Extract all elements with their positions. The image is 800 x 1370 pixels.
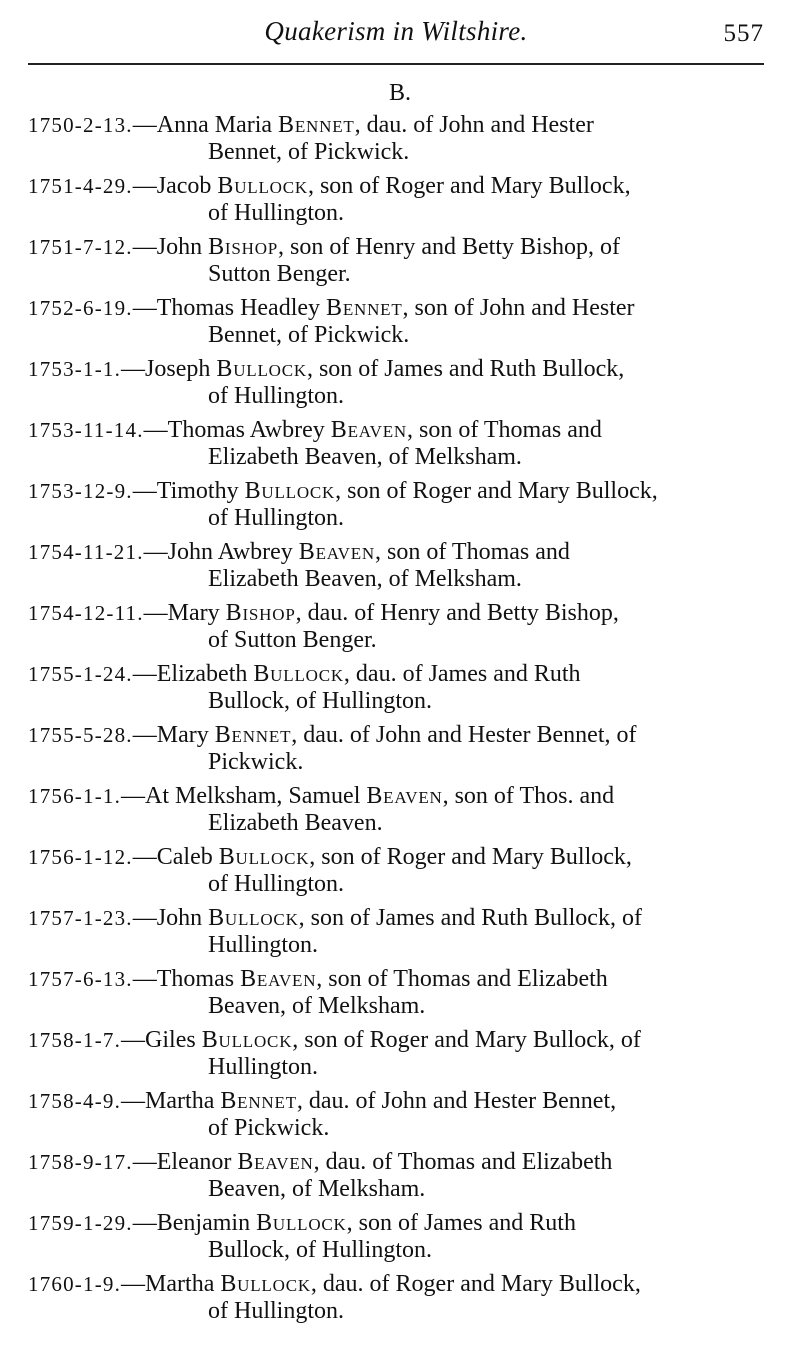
register-entry [28, 661, 764, 722]
entry-parentage: , son of James and Ruth Bullock, [306, 356, 625, 382]
entry-date: 1753-1-1. [28, 357, 122, 381]
entry-continuation: Elizabeth Beaven. [208, 810, 383, 836]
entry-continuation: Hullington. [208, 932, 319, 958]
entry-parentage: , son of Thomas and [375, 539, 570, 565]
entry-given-name: Jacob [156, 173, 218, 199]
register-entry [28, 600, 764, 661]
entry-date: 1752-6-19. [28, 296, 133, 320]
running-title: Quakerism in Wiltshire. [264, 16, 528, 46]
entry-first-line [28, 844, 764, 871]
entry-parentage: , son of Henry and Betty Bishop, of [278, 234, 620, 260]
entry-dash: — [121, 1271, 146, 1297]
entry-given-name: Timothy [156, 478, 245, 504]
entry-first-line [28, 417, 764, 444]
register-entry [28, 1149, 764, 1210]
entry-first-line [28, 966, 764, 993]
entry-date: 1754-11-21. [28, 540, 144, 564]
entry-continuation: of Hullington. [208, 505, 344, 531]
page-number: 557 [723, 20, 764, 47]
entry-parentage: , dau. of John and Hester [354, 112, 594, 138]
entry-given-name: Eleanor [156, 1149, 238, 1175]
header-rule [28, 63, 764, 65]
entry-continuation: Beaven, of Melksham. [208, 993, 426, 1019]
entry-dash: — [143, 539, 168, 565]
entry-continuation: Pickwick. [208, 749, 304, 775]
entry-parentage: , son of John and Hester [402, 295, 635, 321]
register-entry [28, 356, 764, 417]
register-entry [28, 295, 764, 356]
register-entry [28, 1088, 764, 1149]
entry-given-name: Thomas Headley [156, 295, 327, 321]
entry-continuation: Elizabeth Beaven, of Melksham. [208, 566, 522, 592]
entry-parentage: , dau. of John and Hester Bennet, [296, 1088, 617, 1114]
entry-list [28, 112, 764, 1332]
entry-first-line [28, 1271, 764, 1298]
entry-surname: Bishop [225, 600, 296, 626]
entry-date: 1756-1-12. [28, 845, 133, 869]
entry-surname: Bullock [216, 356, 307, 382]
entry-given-name: Anna Maria [156, 112, 279, 138]
entry-given-name: Benjamin [156, 1210, 257, 1236]
entry-given-name: Elizabeth [156, 661, 254, 687]
entry-surname: Beaven [366, 783, 443, 809]
entry-first-line [28, 905, 764, 932]
entry-surname: Bullock [253, 661, 344, 687]
register-entry [28, 478, 764, 539]
entry-continuation: of Hullington. [208, 383, 344, 409]
entry-given-name: Caleb [156, 844, 219, 870]
entry-dash: — [132, 1210, 157, 1236]
entry-date: 1751-4-29. [28, 174, 133, 198]
entry-given-name: John Awbrey [167, 539, 299, 565]
entry-first-line [28, 112, 764, 139]
entry-given-name: Thomas [156, 966, 241, 992]
entry-surname: Beaven [298, 539, 376, 565]
register-entry [28, 844, 764, 905]
register-entry [28, 1271, 764, 1332]
entry-first-line [28, 539, 764, 566]
entry-date: 1758-9-17. [28, 1150, 133, 1174]
entry-first-line [28, 783, 764, 810]
register-entry [28, 905, 764, 966]
entry-dash: — [121, 1088, 146, 1114]
entry-parentage: , dau. of Roger and Mary Bullock, [310, 1271, 641, 1297]
entry-continuation: Bullock, of Hullington. [208, 688, 432, 714]
entry-surname: Bullock [201, 1027, 293, 1053]
register-entry [28, 173, 764, 234]
entry-surname: Bullock [256, 1210, 347, 1236]
entry-given-name: Martha [145, 1088, 221, 1114]
entry-parentage: , son of Roger and Mary Bullock, [307, 173, 631, 199]
entry-surname: Beaven [237, 1149, 314, 1175]
entry-surname: Bennet [220, 1088, 297, 1114]
entry-date: 1760-1-9. [28, 1272, 122, 1296]
entry-dash: — [143, 600, 168, 626]
entry-surname: Bullock [220, 1271, 311, 1297]
entry-continuation: Sutton Benger. [208, 261, 351, 287]
entry-continuation: of Sutton Benger. [208, 627, 377, 653]
running-head [28, 14, 764, 58]
entry-date: 1758-1-7. [28, 1028, 122, 1052]
entry-continuation: of Pickwick. [208, 1115, 330, 1141]
entry-first-line [28, 1149, 764, 1176]
entry-dash: — [132, 295, 157, 321]
entry-first-line [28, 478, 764, 505]
entry-given-name: Joseph [145, 356, 217, 382]
entry-parentage: , dau. of James and Ruth [343, 661, 581, 687]
register-entry [28, 1027, 764, 1088]
entry-first-line [28, 234, 764, 261]
entry-surname: Beaven [330, 417, 407, 443]
entry-continuation: of Hullington. [208, 871, 344, 897]
register-entry [28, 234, 764, 295]
entry-parentage: , dau. of John and Hester Bennet, of [291, 722, 637, 748]
entry-dash: — [132, 844, 157, 870]
entry-continuation: Beaven, of Melksham. [208, 1176, 426, 1202]
entry-parentage: , dau. of Thomas and Elizabeth [313, 1149, 613, 1175]
entry-dash: — [132, 966, 157, 992]
entry-dash: — [132, 905, 157, 931]
entry-parentage: , son of Roger and Mary Bullock, [309, 844, 632, 870]
entry-dash: — [132, 1149, 157, 1175]
entry-surname: Bennet [278, 112, 355, 138]
entry-parentage: , son of Thomas and Elizabeth [316, 966, 608, 992]
section-letter: B. [388, 80, 411, 106]
entry-continuation: Bullock, of Hullington. [208, 1237, 432, 1263]
entry-surname: Bullock [244, 478, 336, 504]
entry-date: 1750-2-13. [28, 113, 133, 137]
entry-date: 1754-12-11. [28, 601, 144, 625]
entry-given-name: Mary [156, 722, 215, 748]
register-entry [28, 112, 764, 173]
register-entry [28, 539, 764, 600]
entry-first-line [28, 356, 764, 383]
entry-date: 1753-11-14. [28, 418, 144, 442]
entry-parentage: , son of Thomas and [407, 417, 602, 443]
entry-parentage: , son of Thos. and [442, 783, 615, 809]
entry-given-name: Mary [167, 600, 226, 626]
entry-first-line [28, 295, 764, 322]
entry-surname: Bullock [208, 905, 299, 931]
entry-surname: Bullock [218, 844, 310, 870]
entry-given-name: Martha [145, 1271, 221, 1297]
entry-date: 1755-1-24. [28, 662, 133, 686]
entry-given-name: At Melksham, Samuel [145, 783, 367, 809]
entry-first-line [28, 1088, 764, 1115]
entry-given-name: Thomas Awbrey [167, 417, 331, 443]
entry-dash: — [132, 661, 157, 687]
entry-given-name: John [156, 905, 209, 931]
entry-date: 1757-6-13. [28, 967, 133, 991]
entry-date: 1751-7-12. [28, 235, 133, 259]
entry-dash: — [132, 234, 157, 260]
entry-dash: — [121, 356, 146, 382]
entry-dash: — [132, 173, 157, 199]
entry-surname: Bullock [217, 173, 308, 199]
entry-date: 1759-1-29. [28, 1211, 133, 1235]
entry-surname: Bennet [326, 295, 403, 321]
register-entry [28, 722, 764, 783]
entry-continuation: Elizabeth Beaven, of Melksham. [208, 444, 522, 470]
entry-continuation: Hullington. [208, 1054, 319, 1080]
entry-date: 1756-1-1. [28, 784, 122, 808]
entry-first-line [28, 600, 764, 627]
entry-date: 1755-5-28. [28, 723, 133, 747]
entry-dash: — [132, 722, 157, 748]
entry-parentage: , son of Roger and Mary Bullock, [335, 478, 658, 504]
entry-parentage: , son of James and Ruth Bullock, of [298, 905, 642, 931]
entry-dash: — [132, 478, 157, 504]
entry-first-line [28, 1027, 764, 1054]
entry-dash: — [121, 1027, 146, 1053]
register-entry [28, 966, 764, 1027]
entry-first-line [28, 1210, 764, 1237]
entry-continuation: Bennet, of Pickwick. [208, 139, 410, 165]
register-entry [28, 1210, 764, 1271]
entry-surname: Bennet [214, 722, 292, 748]
entry-given-name: Giles [145, 1027, 202, 1053]
entry-dash: — [143, 417, 168, 443]
entry-first-line [28, 722, 764, 749]
register-entry [28, 417, 764, 478]
register-entry [28, 783, 764, 844]
entry-first-line [28, 173, 764, 200]
entry-given-name: John [156, 234, 209, 260]
entry-parentage: , son of Roger and Mary Bullock, of [292, 1027, 641, 1053]
entry-continuation: Bennet, of Pickwick. [208, 322, 410, 348]
entry-surname: Bishop [208, 234, 279, 260]
entry-parentage: , dau. of Henry and Betty Bishop, [295, 600, 619, 626]
entry-dash: — [121, 783, 146, 809]
entry-date: 1753-12-9. [28, 479, 133, 503]
entry-continuation: of Hullington. [208, 200, 344, 226]
entry-surname: Beaven [240, 966, 317, 992]
entry-dash: — [132, 112, 157, 138]
entry-continuation: of Hullington. [208, 1298, 344, 1324]
entry-date: 1758-4-9. [28, 1089, 122, 1113]
entry-first-line [28, 661, 764, 688]
entry-date: 1757-1-23. [28, 906, 133, 930]
entry-parentage: , son of James and Ruth [346, 1210, 576, 1236]
